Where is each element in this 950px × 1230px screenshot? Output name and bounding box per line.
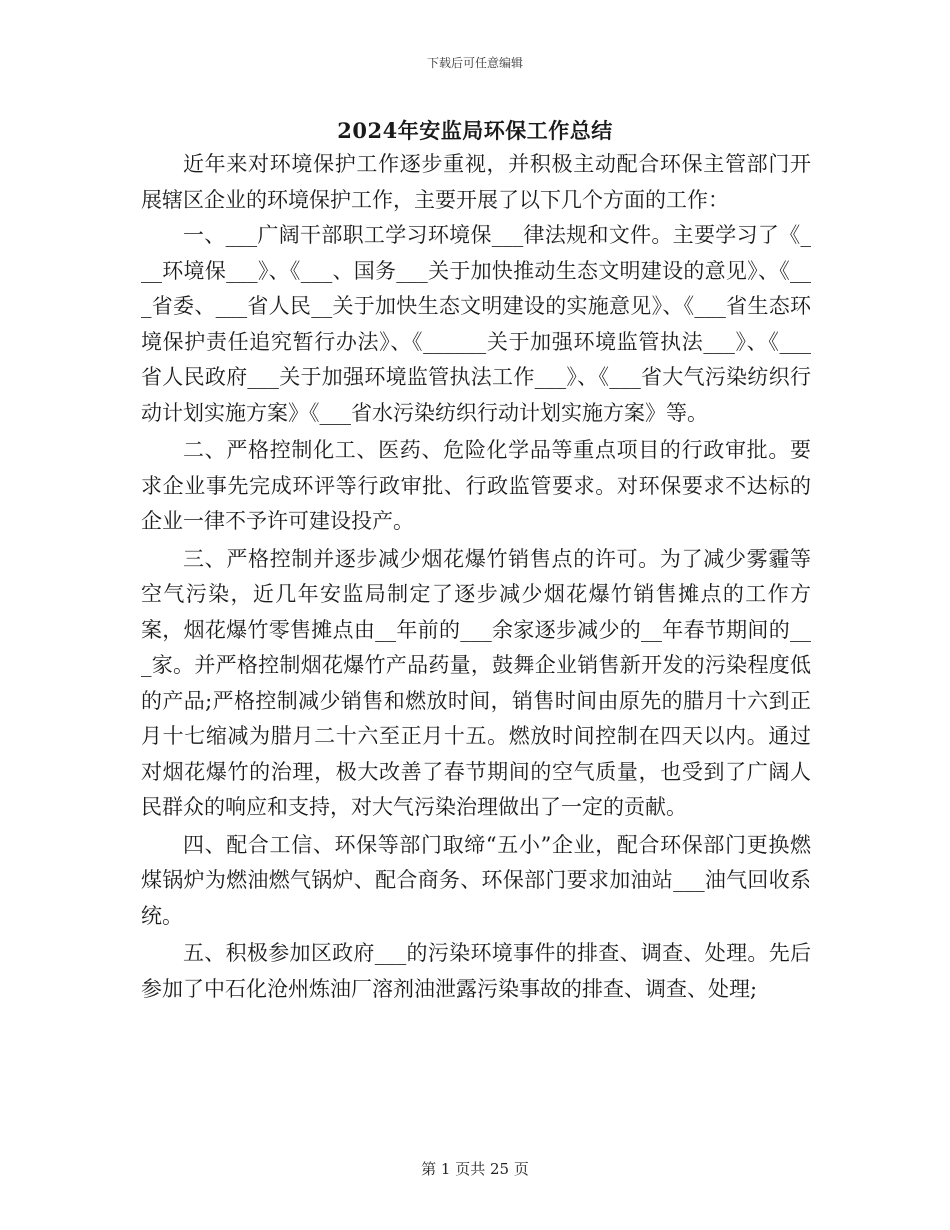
page-number: 第 1 页共 25 页 <box>421 1160 529 1178</box>
document-title: 2024年安监局环保工作总结 <box>337 118 613 143</box>
paragraph-intro: 近年来对环境保护工作逐步重视，并积极主动配合环保主管部门开展辖区企业的环境保护工作，主要开展了以下几个方面的工作： <box>141 152 811 212</box>
paragraph-2: 二、严格控制化工、医药、危险化学品等重点项目的行政审批。要求企业事先完成环评等行政审批、行政监管要求。对环保要求不达标的企业一律不予许可建设投产。 <box>141 438 811 533</box>
header-note: 下载后可任意编辑 <box>426 56 523 70</box>
paragraph-4: 四、配合工信、环保等部门取缔“五小”企业，配合环保部门更换燃煤锅炉为燃油燃气锅炉、配合商务、环保部门要求加油站___油气回收系统。 <box>141 832 811 928</box>
paragraph-1: 一、___广阔干部职工学习环境保___律法规和文件。主要学习了《___环境保___》、《___、国务___关于加快推动生态文明建设的意见》、《___省委、___省人民__关于加快生态文明建设的实施意见》、《___省生态环境保护责任追究暂行办法》、《______关于加强环境监管执法___》、《___省人民政府___关于加强环境监管执法工作___》、《___省大气污染纺织行动计划实施方案》《___省水污染纺织行动计划实施方案》等。 <box>141 223 811 425</box>
document-body <box>141 147 811 1007</box>
paragraph-3: 三、严格控制并逐步减少烟花爆竹销售点的许可。为了减少雾霾等空气污染，近几年安监局制定了逐步减少烟花爆竹销售摊点的工作方案，烟花爆竹零售摊点由__年前的___余家逐步减少的__年春节期间的___家。并严格控制烟花爆竹产品药量，鼓舞企业销售新开发的污染程度低的产品;严格控制减少销售和燃放时间，销售时间由原先的腊月十六到正月十七缩减为腊月二十六至正月十五。燃放时间控制在四天以内。通过对烟花爆竹的治理，极大改善了春节期间的空气质量，也受到了广阔人民群众的响应和支持，对大气污染治理做出了一定的贡献。 <box>141 546 811 819</box>
paragraph-5: 五、积极参加区政府___的污染环境事件的排查、调查、处理。先后参加了中石化沧州炼油厂溶剂油泄露污染事故的排查、调查、处理; <box>141 941 811 1001</box>
